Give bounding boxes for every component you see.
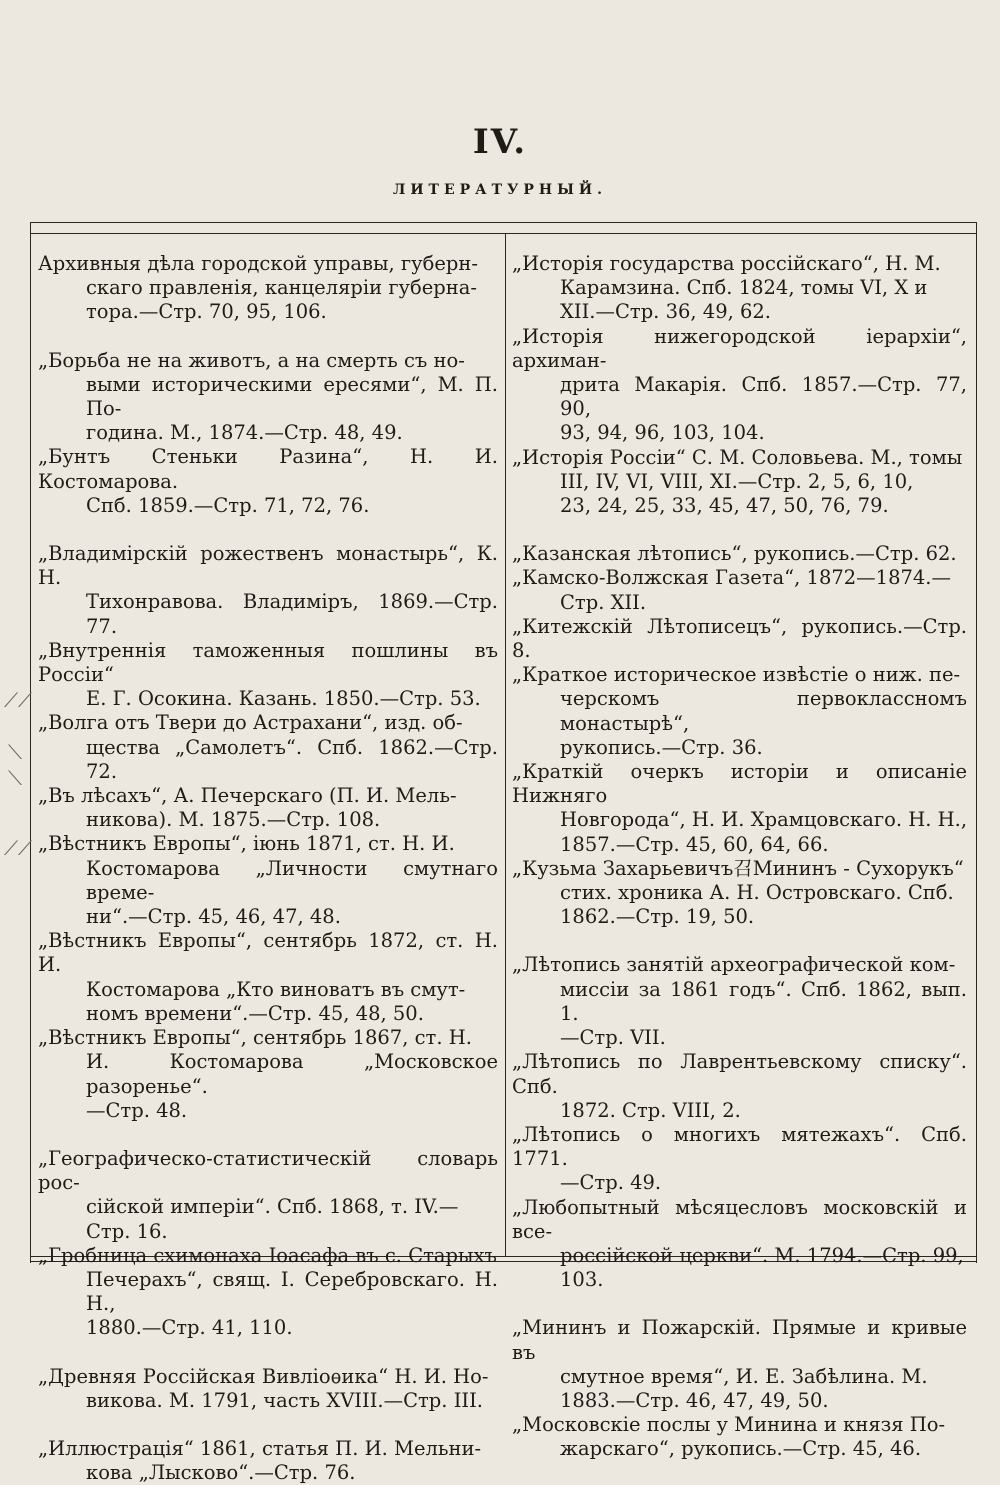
- entry-line: „Китежскій Лѣтописецъ“, рукопись.—Стр. 8.: [512, 614, 967, 663]
- bibliography-entry: [512, 1196, 967, 1293]
- entry-line: Архивныя дѣла городской управы, губерн-: [38, 252, 478, 275]
- bibliography-entry: [38, 1437, 498, 1485]
- entry-line: 103.: [560, 1268, 604, 1292]
- section-title: ЛИТЕРАТУРНЫЙ.: [392, 182, 608, 198]
- entry-line: миссіи за 1861 годъ“. Спб. 1862, вып. 1.: [560, 977, 967, 1025]
- entry-line: Стр. XII.: [560, 590, 647, 614]
- entry-line: Спб. 1859.—Стр. 71, 72, 76.: [86, 493, 370, 517]
- bibliography-entry: [512, 760, 967, 857]
- margin-mark-icon: ⟋⟋: [4, 688, 32, 712]
- entry-line: 23, 24, 25, 33, 45, 47, 50, 76, 79.: [560, 494, 889, 518]
- bibliography-entry: [38, 1365, 498, 1413]
- entry-line: „Волга отъ Твери до Астрахани“, изд. об-: [38, 711, 463, 735]
- bibliography-entry: [512, 1413, 967, 1461]
- bibliography-entry: [512, 1316, 967, 1413]
- entry-gap: [512, 1292, 967, 1316]
- entry-gap: [38, 325, 498, 349]
- entry-line: щества „Самолетъ“. Спб. 1862.—Стр. 72.: [86, 735, 498, 783]
- margin-mark-icon: ⟍: [8, 740, 22, 764]
- entry-line: дрита Макарія. Спб. 1857.—Стр. 77, 90,: [560, 373, 967, 421]
- entry-line: кова „Лысково“.—Стр. 76.: [86, 1461, 356, 1485]
- entry-line: Печерахъ“, свящ. І. Серебровскаго. Н. Н.,: [86, 1267, 498, 1316]
- entry-line: черскомъ первоклассномъ монастырѣ“,: [560, 687, 967, 735]
- entry-line: „Географическо-статистическій словарь рос-: [38, 1146, 498, 1195]
- bibliography-entry: [512, 446, 967, 519]
- entry-line: И. Костомарова „Московское разоренье“.: [86, 1050, 498, 1098]
- bibliography-entry: [512, 566, 967, 614]
- entry-line: 1880.—Стр. 41, 110.: [86, 1316, 293, 1340]
- entry-line: стих. хроника А. Н. Островскаго. Спб.: [560, 881, 954, 905]
- entry-line: 1862.—Стр. 19, 50.: [560, 905, 755, 929]
- bibliography-entry: [38, 542, 498, 639]
- entry-line: „Лѣтопись занятій археографической ком-: [512, 953, 956, 977]
- entry-line: Стр. 16.: [86, 1219, 168, 1243]
- entry-line: 1857.—Стр. 45, 60, 64, 66.: [560, 832, 829, 856]
- entry-line: выми историческими ересями“, М. П. По-: [86, 372, 498, 421]
- entry-line: ни“.—Стр. 45, 46, 47, 48.: [86, 905, 341, 929]
- entry-line: „Бунтъ Стеньки Разина“, Н. И. Костомарова.: [38, 445, 498, 493]
- bibliography-entry: [512, 857, 967, 930]
- entry-line: викова. М. 1791, часть XVIII.—Стр. III.: [86, 1388, 483, 1412]
- entry-line: „Камско-Волжская Газета“, 1872—1874.—: [512, 566, 951, 590]
- bibliography-entry: [512, 325, 967, 446]
- entry-line: III, IV, VI, VIII, XI.—Стр. 2, 5, 6, 10,: [560, 469, 914, 493]
- entry-line: 93, 94, 96, 103, 104.: [560, 421, 765, 445]
- entry-line: жарскаго“, рукопись.—Стр. 45, 46.: [560, 1437, 922, 1461]
- bibliography-entry: [512, 1050, 967, 1123]
- entry-line: рукопись.—Стр. 36.: [560, 735, 763, 759]
- entry-line: „Борьба не на животъ, а на смерть съ но-: [38, 348, 465, 372]
- entry-line: —Стр. VII.: [560, 1026, 666, 1050]
- entry-line: Костомарова „Личности смутнаго време-: [86, 856, 498, 904]
- entry-gap: [38, 518, 498, 542]
- entry-line: никова). М. 1875.—Стр. 108.: [86, 808, 381, 832]
- entry-line: „Любопытный мѣсяцесловъ московскій и все-: [512, 1195, 967, 1243]
- entry-line: „Исторія Россіи“ С. М. Соловьева. М., томы: [512, 445, 963, 469]
- entry-line: „Краткое историческое извѣстіе о ниж. пе-: [512, 663, 961, 687]
- entry-line: „Казанская лѣтопись“, рукопись.—Стр. 62.: [512, 542, 957, 566]
- left-column: [38, 252, 498, 1485]
- bibliography-entry: [38, 639, 498, 712]
- entry-line: „Лѣтопись о многихъ мятежахъ“. Спб. 1771.: [512, 1122, 967, 1171]
- entry-line: „Мининъ и Пожарскій. Прямые и кривые въ: [512, 1316, 967, 1364]
- entry-line: Е. Г. Осокина. Казань. 1850.—Стр. 53.: [86, 687, 481, 711]
- bibliography-entry: [38, 445, 498, 518]
- margin-mark-icon: ⟍: [8, 766, 22, 790]
- bibliography-entry: [38, 1244, 498, 1341]
- right-column: [512, 252, 967, 1462]
- entry-line: 1883.—Стр. 46, 47, 49, 50.: [560, 1388, 829, 1412]
- entry-line: номъ времени“.—Стр. 45, 48, 50.: [86, 1001, 424, 1025]
- entry-line: „Кузьма Захарьевичъ召Мининъ - Сухорукъ“: [512, 856, 964, 880]
- entry-line: „Вѣстникъ Европы“, іюнь 1871, ст. Н. И.: [38, 832, 455, 856]
- bibliography-entry: [512, 1123, 967, 1196]
- entry-line: „Вѣстникъ Европы“, сентябрь 1867, ст. Н.: [38, 1026, 472, 1050]
- entry-line: смутное время“, И. Е. Забѣлина. М.: [560, 1364, 928, 1388]
- bibliography-entry: [38, 784, 498, 832]
- column-divider: [505, 234, 506, 1257]
- entry-line: „Исторія нижегородской іерархіи“, архиман-: [512, 324, 967, 372]
- bibliography-entry: [38, 832, 498, 929]
- entry-gap: [38, 1413, 498, 1437]
- entry-gap: [38, 1341, 498, 1365]
- entry-line: „Древняя Россійская Вивліоѳика“ Н. И. Но-: [38, 1364, 489, 1388]
- entry-line: „Московскіе послы у Минина и князя По-: [512, 1413, 946, 1437]
- entry-line: „Владимірскій рожественъ монастырь“, К. Н.: [38, 542, 498, 590]
- bibliography-entry: [38, 1026, 498, 1123]
- bibliography-entry: [512, 542, 967, 566]
- entry-gap: [512, 929, 967, 953]
- entry-line: „Вѣстникъ Европы“, сентябрь 1872, ст. Н. И.: [38, 929, 498, 977]
- entry-gap: [512, 518, 967, 542]
- entry-line: „Краткій очеркъ исторіи и описаніе Нижняго: [512, 760, 967, 808]
- entry-line: сійской имперіи“. Спб. 1868, т. IV.—: [86, 1195, 459, 1219]
- entry-line: XII.—Стр. 36, 49, 62.: [560, 300, 772, 324]
- entry-line: „Гробница схимонаха Іоасафа въ с. Старыхъ: [38, 1243, 497, 1267]
- entry-line: „Внутреннія таможенныя пошлины въ Россіи“: [38, 638, 498, 687]
- entry-gap: [38, 1123, 498, 1147]
- margin-mark-icon: ⟋⟋: [4, 836, 32, 860]
- section-number: IV.: [472, 122, 528, 162]
- entry-line: 1872. Стр. VIII, 2.: [560, 1098, 741, 1122]
- entry-line: „Въ лѣсахъ“, А. Печерскаго (П. И. Мель-: [38, 784, 457, 808]
- bibliography-entry: [38, 349, 498, 446]
- entry-line: година. М., 1874.—Стр. 48, 49.: [86, 421, 403, 445]
- bibliography-entry: [512, 615, 967, 663]
- entry-line: —Стр. 49.: [560, 1171, 662, 1195]
- entry-line: „Лѣтопись по Лаврентьевскому списку“. Спб.: [512, 1050, 967, 1098]
- bibliography-entry: [38, 252, 498, 325]
- entry-line: „Иллюстрація“ 1861, статья П. И. Мельни-: [38, 1436, 482, 1460]
- entry-line: Карамзина. Спб. 1824, томы VI, X и: [560, 276, 928, 300]
- bibliography-entry: [38, 929, 498, 1026]
- bibliography-entry: [38, 1147, 498, 1244]
- entry-line: Тихонравова. Владиміръ, 1869.—Стр. 77.: [86, 590, 498, 638]
- entry-line: „Исторія государства россійскаго“, Н. М.: [512, 252, 941, 275]
- bibliography-entry: [512, 953, 967, 1050]
- frame-rule-top: [30, 233, 976, 234]
- entry-line: россійской церкви“. М. 1794.—Стр. 99,: [560, 1243, 964, 1267]
- bibliography-entry: [512, 252, 967, 325]
- bibliography-entry: [38, 711, 498, 784]
- entry-line: Костомарова „Кто виноватъ въ смут-: [86, 977, 466, 1001]
- bibliography-entry: [512, 663, 967, 760]
- entry-line: —Стр. 48.: [86, 1098, 188, 1122]
- entry-line: тора.—Стр. 70, 95, 106.: [86, 300, 327, 324]
- entry-line: Новгорода“, Н. И. Храмцовскаго. Н. Н.,: [560, 808, 968, 832]
- entry-line: скаго правленія, канцеляріи губерна-: [86, 276, 477, 300]
